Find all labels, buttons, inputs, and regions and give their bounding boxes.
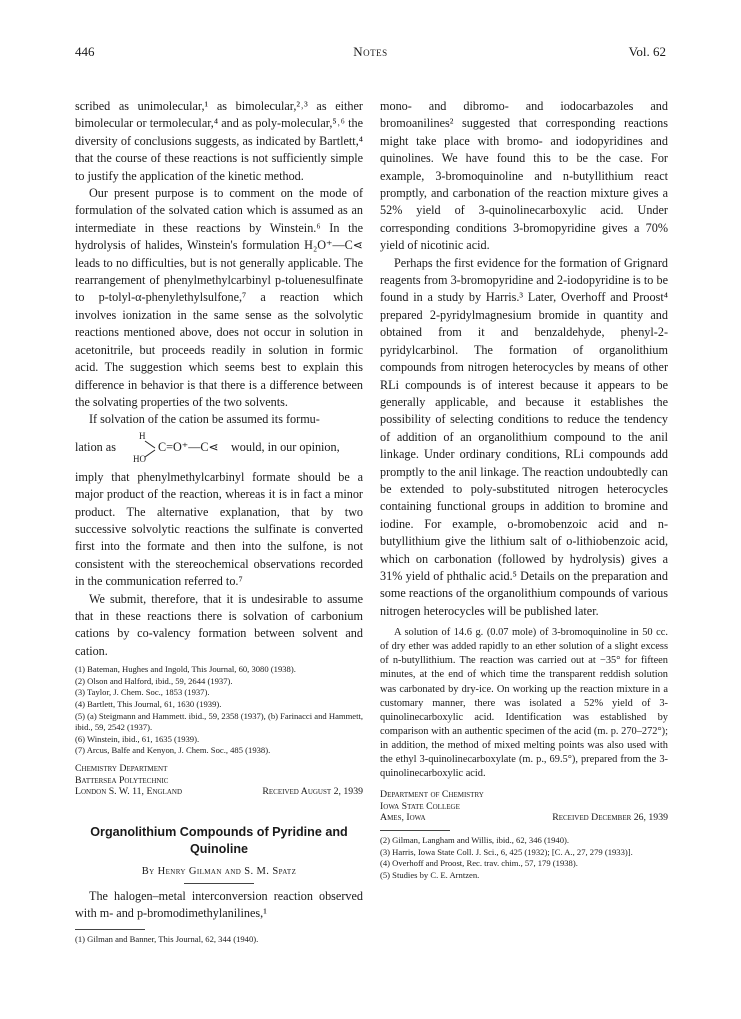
article-title: Organolithium Compounds of Pyridine and Quinoline [90, 824, 348, 856]
paragraph: Perhaps the first evidence for the formation of Grignard reagents from 3-bromopyridine and 2-iodopyridine is to be found in a study by Harris.³ Later, Overhoff and Proost⁴ prepared 2-pyridylmagnesium bromide in quantity and obtained from it and benzaldehyde, phenyl-2-pyridylcarbinol. The formation of organolithium compounds from nitrogen heterocycles by means of other RLi compounds is of interest because it appears to be generally applicable, and because it establishes the possibility of selecting conditions to reduce the tendency of addition of an organolithium compound to the anil linkage. Under ordinary conditions, RLi compounds add promptly to the anil linkage. The reaction undoubtedly can be extended to poly-substituted nitrogen heterocycles containing functional groups in addition to bromine and iodine. For example, o-bromobenzoic acid and n-butyllithium give the lithium salt of o-lithiobenzoic acid, which on carbonation (followed by hydrolysis) gives a 31% yield of phthalic acid.⁵ Details on the preparation and some reactions of the organolithium compounds of various nitrogen heterocycles will be published later. [380, 255, 668, 618]
footnote-divider [380, 830, 450, 831]
affiliation [75, 763, 363, 798]
formula-ho: HO [133, 453, 146, 464]
footnote: (3) Harris, Iowa State Coll. J. Sci., 6, 425 (1932); [C. A., 27, 279 (1933)]. [380, 846, 633, 857]
left-column [75, 98, 363, 945]
footnote-list [380, 835, 668, 881]
formula-tail: would, in our opinion, [231, 439, 340, 454]
footnote: (5) Studies by C. E. Arntzen. [380, 869, 480, 880]
received-date: Received December 26, 1939 [552, 812, 668, 824]
volume-label: Vol. 62 [628, 44, 666, 59]
footnote: (2) Gilman, Langham and Willis, ibid., 62, 346 (1940). [380, 835, 570, 845]
paragraph: If solvation of the cation be assumed its formu- [89, 412, 320, 427]
formula-lead: lation as [75, 439, 116, 454]
right-column [380, 98, 668, 881]
address-line: Chemistry Department [75, 762, 168, 774]
bond-lines [143, 439, 157, 459]
divider [184, 883, 254, 884]
formula-h: H [139, 430, 146, 441]
paragraph: The halogen–metal interconversion reaction observed with m- and p-bromodimethylanilines,¹ [75, 888, 363, 921]
affiliation [380, 789, 668, 824]
running-header [75, 44, 666, 62]
footnote: (4) Overhoff and Proost, Rec. trav. chim., 57, 179 (1938). [380, 858, 578, 869]
paragraph: We submit, therefore, that it is undesirable to assume that in these reactions there is solvation of carbonium cations by co-valency formation between solvent and cation. [75, 591, 363, 658]
reference: (6) Winstein, ibid., 61, 1635 (1939). [75, 733, 200, 744]
received-date: Received August 2, 1939 [262, 786, 363, 798]
footnote-list [75, 934, 363, 946]
paragraph: scribed as unimolecular,¹ as bimolecular,²˒³ as either bimolecular or termolecular,⁴ and as poly-molecular,⁵˒⁶ the diversity of conclusions suggests, as indicated by Bartlett,⁴ that the course of these reactions is not sufficiently simple to justify the application of the kinetic method. [75, 99, 363, 183]
article-authors: By Henry Gilman and S. M. Spatz [141, 865, 297, 877]
reference: (7) Arcus, Balfe and Kenyon, J. Chem. Soc., 485 (1938). [75, 745, 271, 756]
footnote: (1) Gilman and Banner, This Journal, 62, 344 (1940). [75, 933, 259, 944]
footnote-divider [75, 929, 145, 930]
reference: (5) (a) Steigmann and Hammett. ibid., 59, 2358 (1937), (b) Farinacci and Hammett, ibid., 59, 2542 (1937). [75, 710, 363, 733]
address-line: Department of Chemistry [380, 789, 484, 801]
address-line: Battersea Polytechnic [75, 774, 169, 786]
experimental-paragraph: A solution of 14.6 g. (0.07 mole) of 3-bromoquinoline in 50 cc. of dry ether was added rapidly to an ether solution of a slight excess of n-butyllithium. The reaction was carried out at −35° for fifteen minutes, at the end of which time the transparent reddish solution was carbonated by dry-ice. On working up the reaction mixture in a customary manner, there was isolated a 52% yield of 3-quinolinecarboxylic acid. Identification was established by comparison with an authentic specimen of the acid (m. p. 270–272°); in addition, the method of mixed melting points was also used with the ethyl 3-quinolinecarboxylate (m. p., 69.5°), prepared from the 3-quinolinecarboxylic acid. [380, 627, 668, 780]
page-number: 446 [75, 44, 95, 59]
address-line: Ames, Iowa [380, 812, 426, 824]
section-title: Notes [353, 44, 388, 59]
reference: (2) Olson and Halford, ibid., 59, 2644 (1937). [75, 675, 233, 686]
address-line: London S. W. 11, England [75, 786, 182, 798]
structural-formula [75, 429, 363, 469]
address-line: Iowa State College [380, 800, 460, 812]
reference-list [75, 664, 363, 757]
reference: (4) Bartlett, This Journal, 61, 1630 (1939). [75, 698, 222, 709]
formula-core: C=O⁺—C⋖ [158, 439, 219, 454]
paragraph: mono- and dibromo- and iodocarbazoles and bromoanilines² suggested that corresponding reactions might take place with bromo- and iodopyridines and quinolines. We have found this to be the case. For example, 3-bromoquinoline and n-butyllithium react promptly, and carbonation of the reaction mixture gives a 52% yield of 3-quinolinecarboxylic acid. Under corresponding conditions 3-bromopyridine gives a 70% yield of nicotinic acid. [380, 99, 668, 253]
reference: (3) Taylor, J. Chem. Soc., 1853 (1937). [75, 687, 210, 698]
paragraph: Our present purpose is to comment on the mode of formulation of the solvated cation which is assumed as an intermediate in these reactions by Winstein.⁶ In the hydrolysis of halides, Winstein's formulation H₂O⁺—C⋖ leads to no difficulties, but is not generally applicable. The rearrangement of phenylmethylcarbinyl p-toluenesulfinate to p-tolyl-α-phenylethylsulfone,⁷ a reaction which involves ionization in the same sense as the solvolytic reactions mentioned above, does not occur in solution in acetonitrile, but proceeds readily in solution in formic acid. The suggestion which seems best to explain this difference in behavior is that there is a difference between the solvating properties of the two solvents. [75, 186, 363, 409]
reference: (1) Bateman, Hughes and Ingold, This Journal, 60, 3080 (1938). [75, 664, 296, 675]
paragraph: imply that phenylmethylcarbinyl formate should be a major product of the reaction, whereas it is in fact a minor product. The alternative explanation, that by two successive solvolytic reactions the sulfinate is converted first into the formate and then into the sulfone, is not consistent with the stereochemical observations recorded in the communication referred to.⁷ [75, 469, 363, 589]
